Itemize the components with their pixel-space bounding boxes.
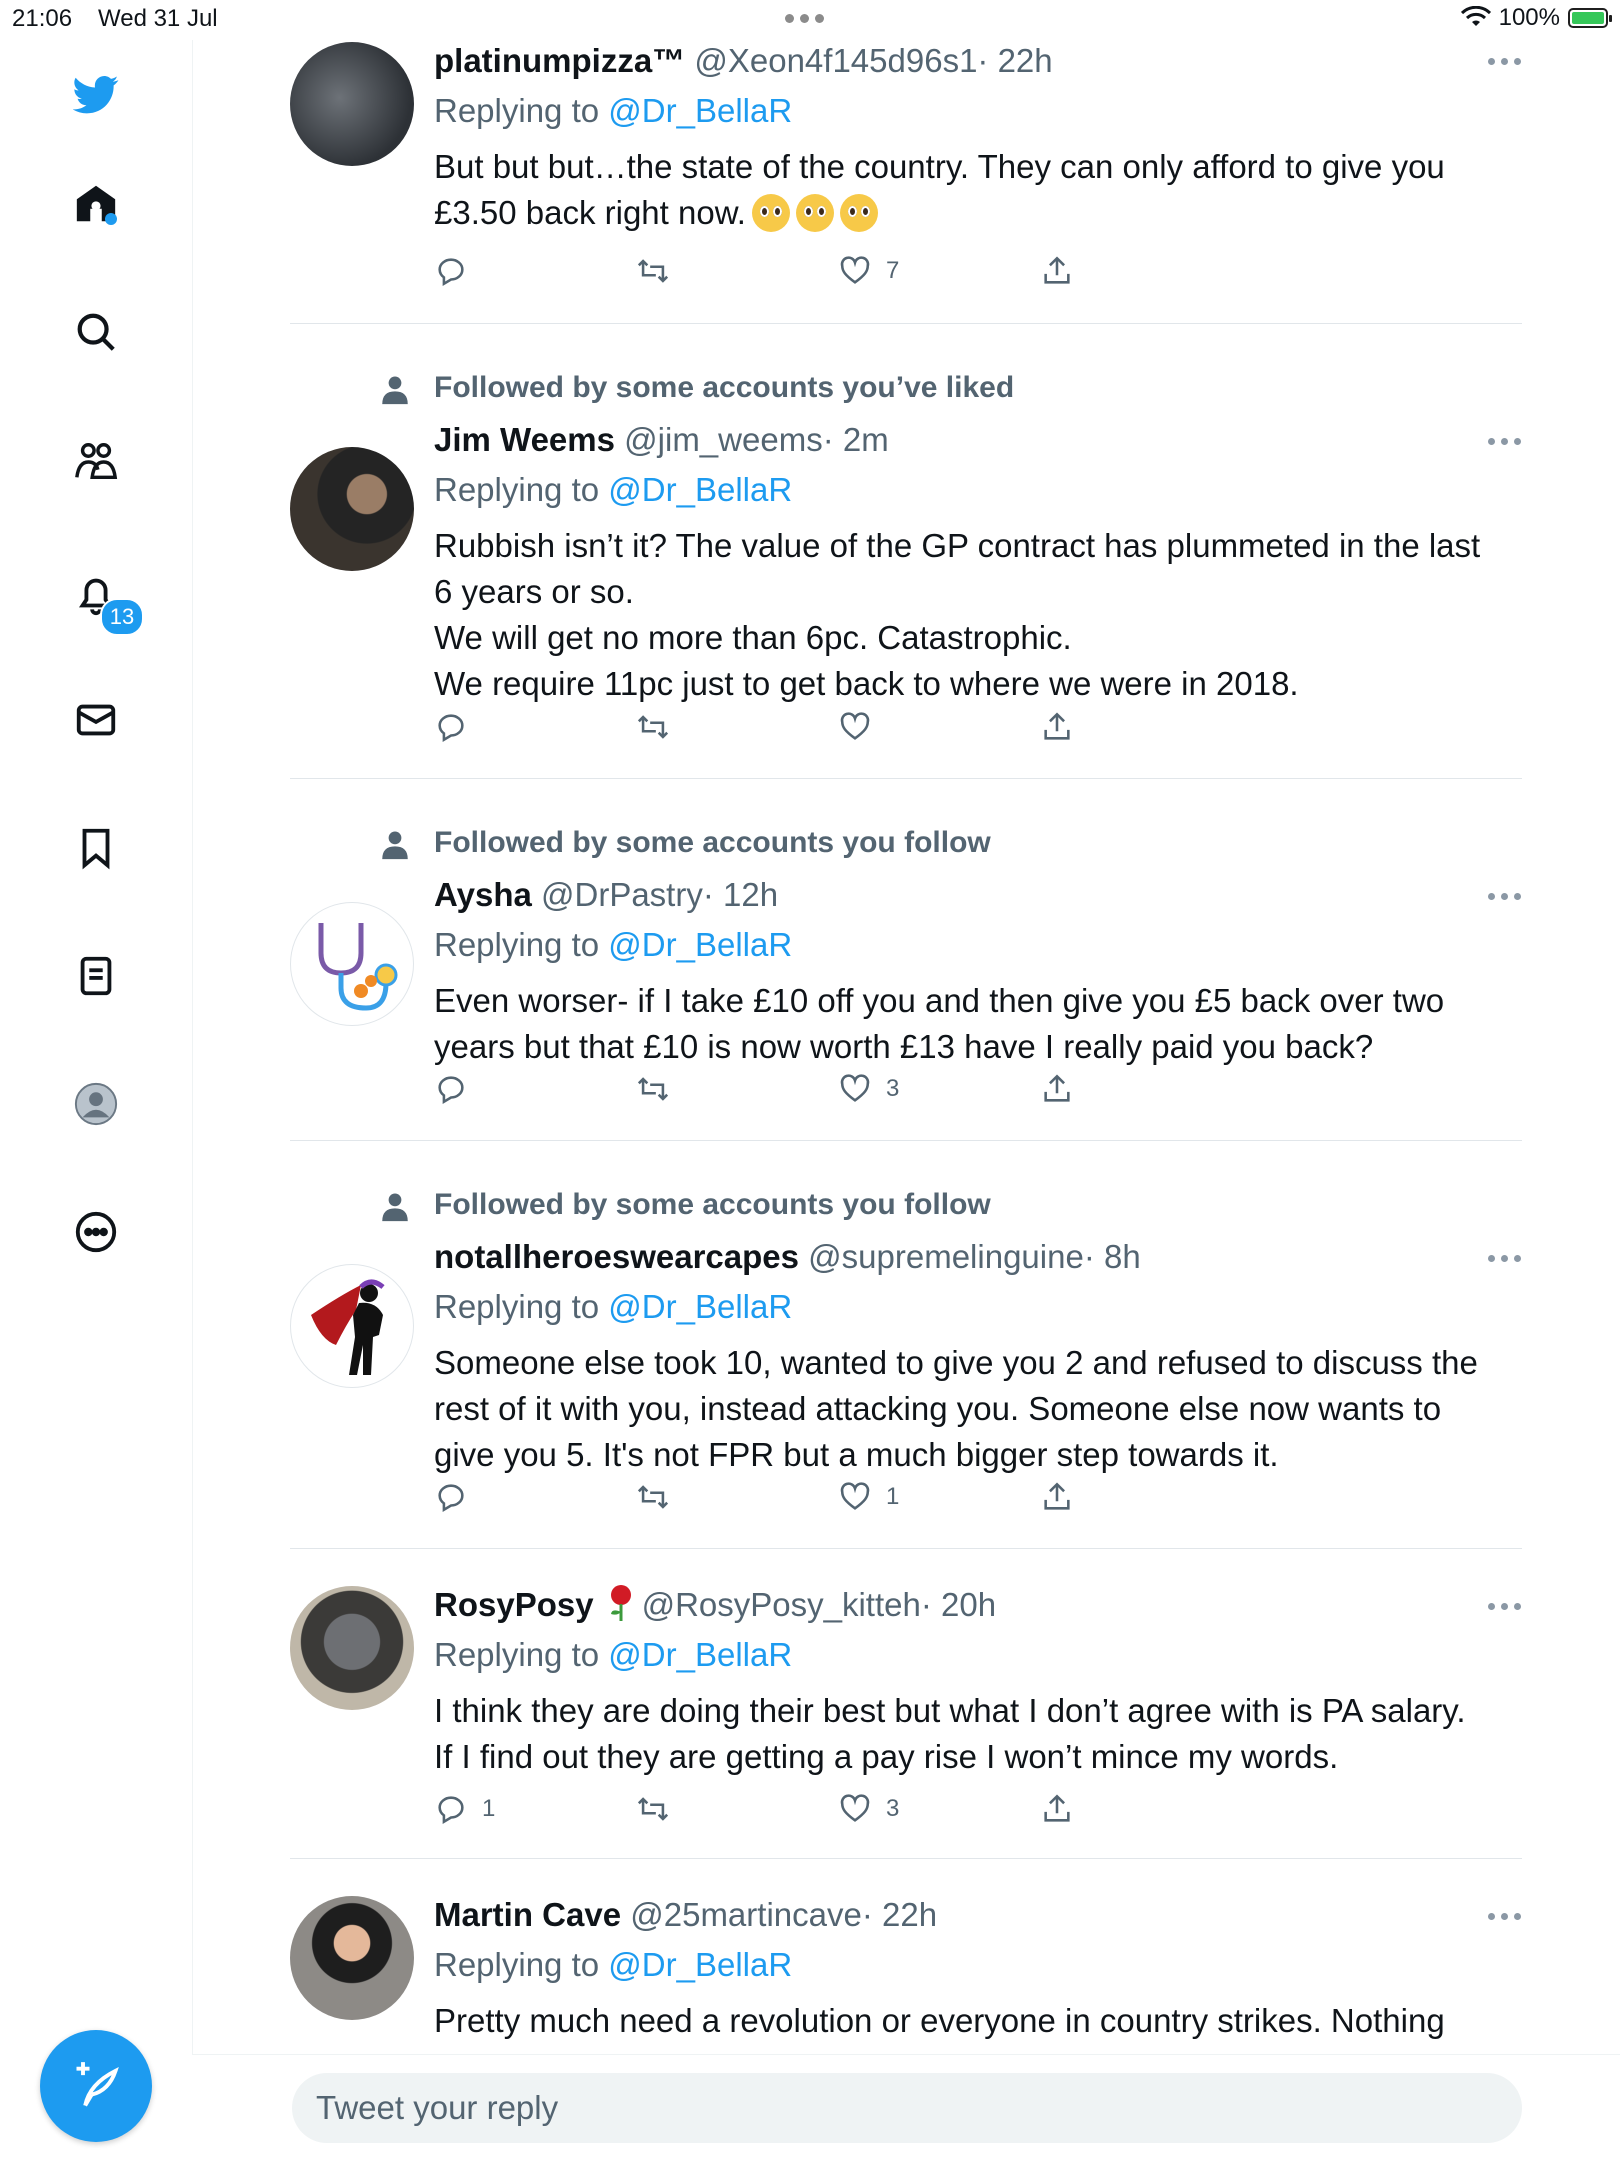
share-button[interactable]: [1040, 1480, 1074, 1514]
tweet-text-line: If I find out they are getting a pay rise I won’t mince my words.: [434, 1738, 1339, 1775]
tweet-text-line: Even worser- if I take £10 off you and then give you £5 back over two: [434, 982, 1445, 1019]
more-icon[interactable]: [70, 1206, 122, 1258]
heart-icon: [838, 1480, 872, 1514]
like-count: 7: [886, 257, 900, 284]
reply-count: 1: [482, 1795, 496, 1822]
replying-to-mention[interactable]: @Dr_BellaR: [608, 1946, 793, 1983]
replying-prefix: Replying to: [434, 1288, 600, 1325]
replying-to-mention[interactable]: @Dr_BellaR: [608, 1288, 793, 1325]
retweet-button[interactable]: [636, 1480, 684, 1514]
search-icon[interactable]: [70, 306, 122, 358]
bookmarks-icon[interactable]: [70, 822, 122, 874]
tweet-text-line: rest of it with you, instead attacking you. Someone else now wants to: [434, 1390, 1442, 1427]
social-context: Followed by some accounts you follow: [434, 1188, 991, 1221]
like-count: 1: [886, 1483, 900, 1510]
tweet-text-line: Pretty much need a revolution or everyone in country strikes. Nothing: [434, 2002, 1445, 2039]
reply-icon: [434, 254, 468, 288]
like-button[interactable]: [838, 1480, 899, 1514]
social-context: Followed by some accounts you’ve liked: [434, 371, 1015, 404]
pleading-face-emoji: [752, 194, 790, 232]
lists-icon[interactable]: [70, 950, 122, 1002]
tweet-time[interactable]: · 8h: [1083, 1238, 1141, 1275]
author-handle[interactable]: @jim_weems: [624, 421, 823, 458]
share-button[interactable]: [1040, 710, 1074, 744]
avatar[interactable]: [290, 902, 414, 1026]
tweet-actions: [434, 1792, 1114, 1828]
heart-icon: [838, 1072, 872, 1106]
messages-icon[interactable]: [70, 694, 122, 746]
author-handle[interactable]: @DrPastry: [541, 876, 703, 913]
tweet-text-line: years but that £10 is now worth £13 have I really paid you back?: [434, 1028, 1374, 1065]
retweet-button[interactable]: [636, 710, 684, 744]
profile-icon[interactable]: [70, 1078, 122, 1130]
pleading-face-emoji: [840, 194, 878, 232]
reply-icon: [434, 1480, 468, 1514]
tweet[interactable]: [290, 323, 1522, 779]
reply-button[interactable]: [434, 1792, 495, 1826]
author-name[interactable]: RosyPosy: [434, 1586, 594, 1623]
like-button[interactable]: [838, 1792, 899, 1826]
reply-bar: [192, 2054, 1620, 2161]
status-date: Wed 31 Jul: [98, 5, 218, 32]
person-icon: [378, 828, 412, 862]
reply-button[interactable]: [434, 254, 482, 288]
reply-button[interactable]: [434, 710, 482, 744]
tweet-text-line: We will get no more than 6pc. Catastrophic.: [434, 619, 1072, 656]
like-button[interactable]: [838, 710, 886, 744]
tweet-text-line: Someone else took 10, wanted to give you 2 and refused to discuss the: [434, 1344, 1478, 1381]
more-options-icon[interactable]: [1488, 438, 1522, 446]
tweet-reply-input[interactable]: [292, 2073, 1522, 2143]
tweet[interactable]: [290, 778, 1522, 1141]
tweet-actions: [434, 254, 1114, 290]
share-icon: [1040, 1792, 1074, 1826]
tweet-text-line: I think they are doing their best but what I don’t agree with is PA salary.: [434, 1692, 1466, 1729]
replying-prefix: Replying to: [434, 1636, 600, 1673]
share-icon: [1040, 710, 1074, 744]
more-options-icon[interactable]: [1488, 58, 1522, 66]
retweet-icon: [636, 710, 670, 744]
replying-to-mention[interactable]: @Dr_BellaR: [608, 926, 793, 963]
author-name[interactable]: Aysha: [434, 876, 532, 913]
tweet-actions: [434, 1480, 1114, 1516]
author-name[interactable]: Martin Cave: [434, 1896, 622, 1933]
avatar[interactable]: [290, 42, 414, 166]
share-icon: [1040, 1480, 1074, 1514]
like-count: 3: [886, 1075, 900, 1102]
replying-prefix: Replying to: [434, 92, 600, 129]
status-time: 21:06: [12, 5, 73, 32]
tweet-text-line: We require 11pc just to get back to where we were in 2018.: [434, 665, 1299, 702]
status-bar: [0, 0, 1620, 40]
reply-button[interactable]: [434, 1072, 482, 1106]
tweet-actions: [434, 1072, 1114, 1108]
home-unread-dot: [105, 213, 117, 225]
superhero-silhouette-icon: [291, 1265, 414, 1388]
person-icon: [378, 1190, 412, 1224]
tweet-time[interactable]: · 2m: [822, 421, 889, 458]
more-options-icon[interactable]: [1488, 1255, 1522, 1263]
tweet-time[interactable]: · 22h: [861, 1896, 938, 1933]
battery-icon: [1568, 8, 1608, 28]
like-button[interactable]: [838, 1072, 899, 1106]
tweet-text-line: £3.50 back right now.: [434, 194, 746, 231]
heart-icon: [838, 254, 872, 288]
tweet-text-line: But but but…the state of the country. They can only afford to give you: [434, 148, 1445, 185]
share-icon: [1040, 1072, 1074, 1106]
tweet-text-line: give you 5. It's not FPR but a much bigger step towards it.: [434, 1436, 1279, 1473]
reply-icon: [434, 710, 468, 744]
share-button[interactable]: [1040, 1792, 1074, 1826]
replying-to-mention[interactable]: @Dr_BellaR: [608, 471, 793, 508]
wifi-icon: [1461, 6, 1491, 30]
pleading-face-emoji: [796, 194, 834, 232]
share-icon: [1040, 254, 1074, 288]
multitasking-dots-icon[interactable]: [785, 14, 824, 23]
replying-prefix: Replying to: [434, 1946, 600, 1983]
reply-icon: [434, 1072, 468, 1106]
reply-button[interactable]: [434, 1480, 482, 1514]
like-count: 3: [886, 1795, 900, 1822]
retweet-icon: [636, 1480, 670, 1514]
battery-percent: 100%: [1498, 4, 1560, 31]
more-options-icon[interactable]: [1488, 1603, 1522, 1611]
person-icon: [378, 373, 412, 407]
replying-prefix: Replying to: [434, 471, 600, 508]
communities-icon[interactable]: [70, 436, 122, 488]
tweet[interactable]: [290, 1140, 1522, 1549]
author-name[interactable]: platinumpizza™: [434, 42, 686, 79]
tweet-text: [434, 1340, 1522, 1478]
retweet-button[interactable]: [636, 1792, 684, 1826]
tweet-text: [434, 523, 1522, 707]
tweet-time[interactable]: · 20h: [920, 1586, 997, 1623]
rose-emoji: [606, 1584, 636, 1622]
replying-prefix: Replying to: [434, 926, 600, 963]
tweet-text: [434, 978, 1522, 1070]
author-handle[interactable]: @25martincave: [630, 1896, 862, 1933]
tweet-text-line: 6 years or so.: [434, 573, 634, 610]
more-options-icon[interactable]: [1488, 1913, 1522, 1921]
avatar[interactable]: [290, 1586, 414, 1710]
tweet-text: [434, 1688, 1522, 1780]
tweet-text: [434, 144, 1522, 236]
compose-icon: [70, 2060, 122, 2112]
retweet-icon: [636, 254, 670, 288]
tweet-time[interactable]: · 12h: [702, 876, 779, 913]
author-handle[interactable]: @Xeon4f145d96s1: [694, 42, 978, 79]
avatar[interactable]: [290, 1896, 414, 2020]
retweet-icon: [636, 1072, 670, 1106]
author-name[interactable]: notallheroeswearcapes: [434, 1238, 799, 1275]
reply-icon: [434, 1792, 468, 1826]
tweet-actions: [434, 710, 1114, 746]
tweet[interactable]: [290, 40, 1522, 324]
avatar[interactable]: [290, 447, 414, 571]
compose-tweet-button[interactable]: [40, 2030, 152, 2142]
heart-icon: [838, 710, 872, 744]
share-button[interactable]: [1040, 1072, 1074, 1106]
author-handle[interactable]: @supremelinguine: [808, 1238, 1084, 1275]
tweet-text-line: Rubbish isn’t it? The value of the GP contract has plummeted in the last: [434, 527, 1481, 564]
social-context: Followed by some accounts you follow: [434, 826, 991, 859]
avatar[interactable]: [290, 1264, 414, 1388]
sidebar: [0, 40, 193, 2160]
notification-count-badge: 13: [100, 598, 144, 636]
status-right: [1461, 4, 1608, 32]
stethoscope-icon: [291, 903, 414, 1026]
share-button[interactable]: [1040, 254, 1074, 288]
author-name[interactable]: Jim Weems: [434, 421, 615, 458]
retweet-button[interactable]: [636, 254, 684, 288]
replying-to-mention[interactable]: @Dr_BellaR: [608, 1636, 793, 1673]
retweet-icon: [636, 1792, 670, 1826]
author-handle[interactable]: @RosyPosy_kitteh: [641, 1586, 921, 1623]
more-options-icon[interactable]: [1488, 893, 1522, 901]
tweet-time[interactable]: · 22h: [977, 42, 1053, 79]
tweet[interactable]: [290, 1548, 1522, 1859]
retweet-button[interactable]: [636, 1072, 684, 1106]
like-button[interactable]: [838, 254, 899, 288]
heart-icon: [838, 1792, 872, 1826]
twitter-logo-icon[interactable]: [70, 68, 122, 120]
replying-to-mention[interactable]: @Dr_BellaR: [608, 92, 793, 129]
